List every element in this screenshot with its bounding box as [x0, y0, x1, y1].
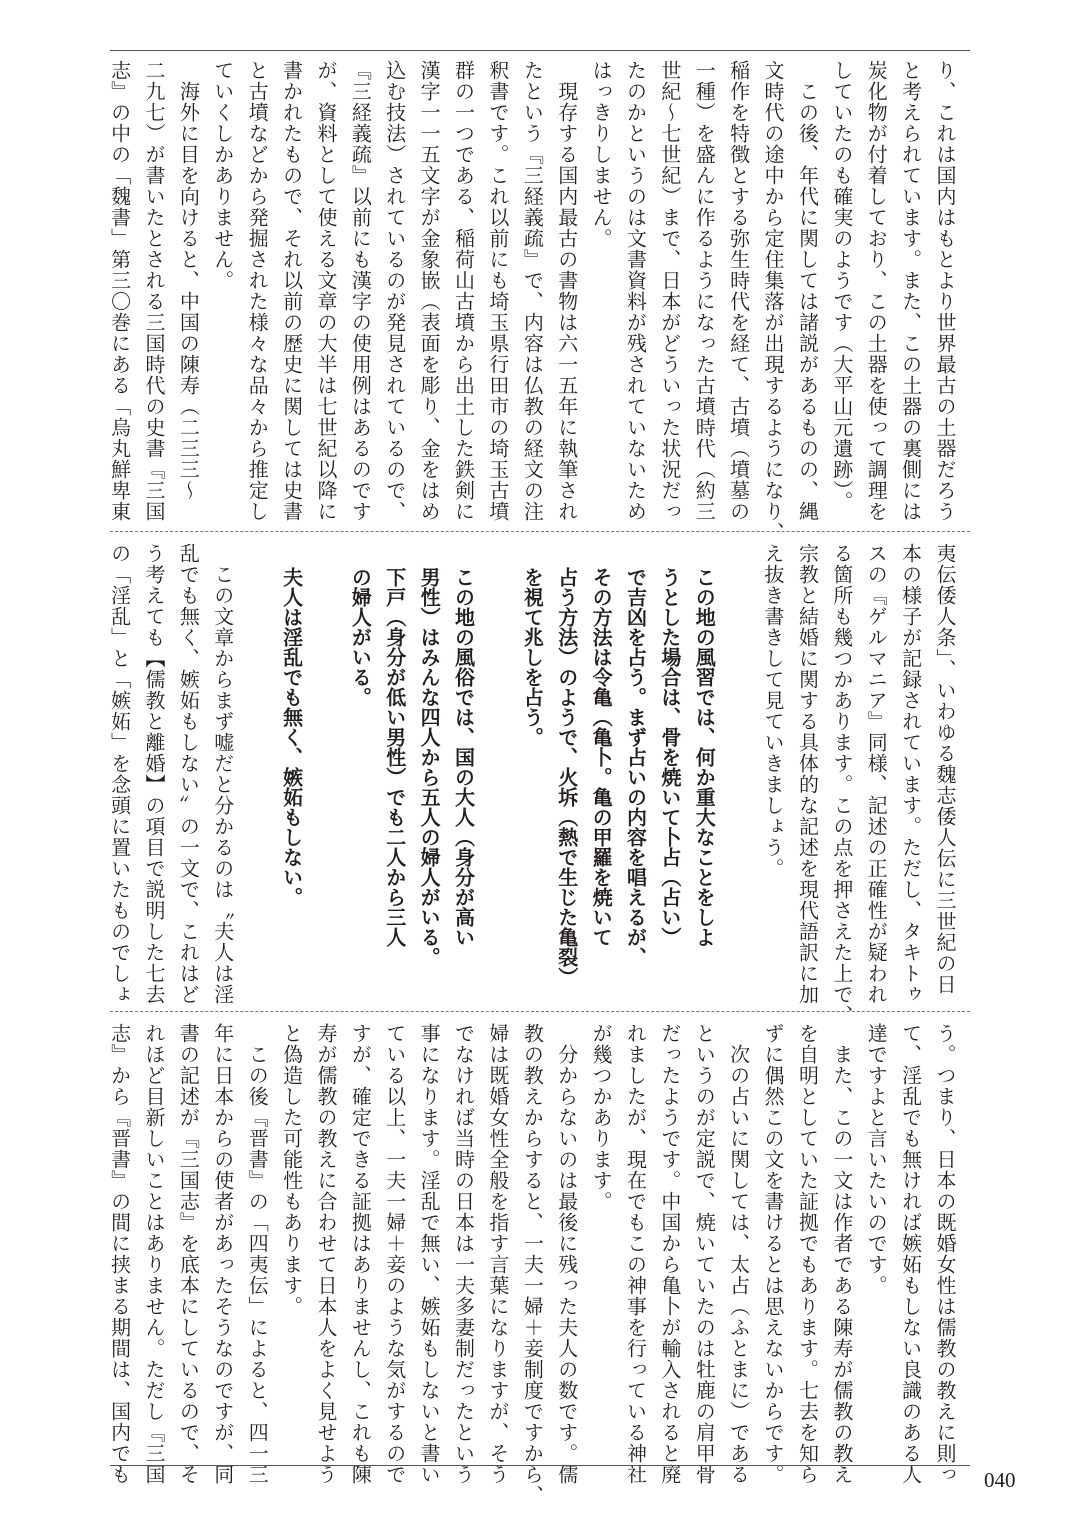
text-line: 一種）を盛んに作るようになった古墳時代（約三: [692, 60, 717, 522]
text-line: と偽造した可能性もあります。: [279, 1023, 304, 1317]
text-line: この後『晋書』の「四夷伝」によると、四一三: [245, 1023, 270, 1485]
text-line: が幾つかあります。: [589, 1023, 614, 1212]
top-rule: [110, 50, 970, 51]
text-line: が、資料として使える文章の大半は七世紀以降に: [313, 60, 338, 522]
quote-line: うとした場合は、骨を焼いて卜占（占い）: [657, 567, 682, 947]
text-line: れましたが、現在でもこの神事を行っている神社: [623, 1023, 648, 1485]
text-line: はっきりしません。: [589, 60, 614, 249]
text-line: の「淫乱」と「嫉妬」を念頭に置いたものでしょ: [107, 543, 132, 1005]
text-line: 乱でも無く、嫉妬もしない〟の一文で、これはど: [176, 543, 201, 1005]
tier-divider: [110, 531, 970, 532]
text-line: う考えても【儒教と離婚】の項目で説明した七去: [142, 543, 167, 1005]
text-line: というのが定説で、焼いていたのは牡鹿の肩甲骨: [692, 1023, 717, 1485]
text-line: また、この一文は作者である陳寿が儒教の教え: [829, 1023, 854, 1485]
tier-divider: [110, 1011, 970, 1012]
text-line: 海外に目を向けると、中国の陳寿（二三三〜: [176, 60, 201, 501]
blank-line: [481, 543, 515, 1013]
tier-top: [102, 60, 962, 543]
quote-line: 下戸（身分が低い男性）でも二人から三人: [382, 567, 407, 947]
text-line: 志』から『晋書』の間に挟まる期間は、国内でも: [107, 1023, 132, 1485]
text-line: 年に日本からの使者があったそうなのですが、同: [210, 1023, 235, 1485]
quote-line: 男性）はみんな四人から五人の婦人がいる。: [417, 567, 442, 967]
quote-line: その方法は令亀（亀卜。亀の甲羅を焼いて: [589, 567, 614, 947]
text-line: 書の記述が『三国志』を底本にしているので、そ: [176, 1023, 201, 1485]
text-line: ていくしかありません。: [210, 60, 235, 291]
text-line: たという『三経義疏』で、内容は仏教の経文の注: [520, 60, 545, 522]
text-line: 釈書です。これ以前にも埼玉県行田市の埼玉古墳: [485, 60, 510, 522]
text-line: 次の占いに関しては、太占（ふとまに）である: [726, 1023, 751, 1485]
text-line: 稲作を特徴とする弥生時代を経て、古墳（墳墓の: [726, 60, 751, 522]
tier-bottom: [102, 1023, 962, 1506]
text-line: していたのも確実のようです（大平山元遺跡）。: [829, 60, 854, 512]
bottom-rule: [110, 1465, 970, 1466]
text-line: と古墳などから発掘された様々な品々から推定し: [245, 60, 270, 522]
text-line: 現存する国内最古の書物は六一五年に執筆され: [554, 60, 579, 522]
text-line: 婦は既婚女性全般を指す言葉になりますが、そう: [485, 1023, 510, 1485]
text-line: 本の様子が記録されています。ただし、タキトゥ: [898, 543, 923, 1005]
text-line: え抜き書きして見ていきましょう。: [761, 543, 786, 879]
quote-line: の婦人がいる。: [348, 567, 373, 707]
page-number: 040: [984, 1468, 1016, 1492]
text-line: スの『ゲルマニア』同様、記述の正確性が疑われ: [864, 543, 889, 1005]
text-line: 事になります。淫乱で無い、嫉妬もしないと書い: [417, 1023, 442, 1485]
text-line: 寿が儒教の教えに合わせて日本人をよく見せよう: [313, 1023, 338, 1485]
text-line: 教の教えからすると、一夫一婦＋妾制度ですから、: [520, 1023, 545, 1506]
text-line: ずに偶然この文を書けるとは思えないからです。: [761, 1023, 786, 1485]
blank-line: [240, 543, 274, 1013]
text-line: 群の一つである、稲荷山古墳から出土した鉄剣に: [451, 60, 476, 522]
text-line: 『三経義疏』以前にも漢字の使用例はあるのです: [348, 60, 373, 522]
text-line: と考えられています。また、この土器の裏側には: [898, 60, 923, 522]
quote-line: 夫人は淫乱でも無く、嫉妬もしない。: [279, 567, 304, 907]
text-line: う。つまり、日本の既婚女性は儒教の教えに則っ: [933, 1023, 957, 1485]
tier-middle: [102, 543, 962, 1026]
text-line: 二九七）が書いたとされる三国時代の史書『三国: [142, 60, 167, 522]
text-line: たのかというのは文書資料が残されていないため: [623, 60, 648, 522]
text-line: ている以上、一夫一婦＋妾のような気がするので: [382, 1023, 407, 1485]
text-line: て、淫乱でも無ければ嫉妬もしない良識のある人: [898, 1023, 923, 1485]
text-line: 世紀〜七世紀）まで、日本がどういった状況だっ: [657, 60, 682, 522]
blank-line: [721, 543, 755, 1013]
text-line: を自明としていた証拠でもあります。七去を知ら: [795, 1023, 820, 1485]
text-line: すが、確定できる証拠はありませんし、これも陳: [348, 1023, 373, 1485]
text-line: る箇所も幾つかあります。この点を押さえた上で、: [829, 543, 854, 1026]
blank-line: [309, 543, 343, 1013]
quote-line: で吉凶を占う。まず占いの内容を唱えるが、: [623, 567, 648, 967]
text-line: り、これは国内はもとより世界最古の土器だろう: [933, 60, 957, 522]
text-line: この後、年代に関しては諸説があるものの、縄: [795, 60, 820, 522]
text-line: 宗教と結婚に関する具体的な記述を現代語訳に加: [795, 543, 820, 1005]
quote-line: を視て兆しを占う。: [520, 567, 545, 747]
text-line: でなければ当時の日本は一夫多妻制だったという: [451, 1023, 476, 1485]
quote-line: この地の風習では、何か重大なことをしよ: [692, 567, 717, 947]
text-line: 漢字一一五文字が金象嵌（表面を彫り、金をはめ: [417, 60, 442, 522]
text-line: 文時代の途中から定住集落が出現するようになり、: [761, 60, 786, 543]
quote-line: この地の風俗では、国の大人（身分が高い: [451, 567, 476, 947]
text-line: 夷伝倭人条」、いわゆる魏志倭人伝に三世紀の日: [933, 543, 957, 995]
text-line: だったようです。中国から亀卜が輸入されると廃: [657, 1023, 682, 1485]
text-line: 炭化物が付着しており、この土器を使って調理を: [864, 60, 889, 522]
quote-line: 占う方法）のようで、火坼（熱で生じた亀裂）: [554, 567, 579, 987]
text-line: 込む技法）されているのが発見されているので、: [382, 60, 407, 522]
text-line: 達ですよと言いたいのです。: [864, 1023, 889, 1296]
text-line: 志』の中の「魏書」第三〇巻にある「烏丸鮮卑東: [107, 60, 132, 522]
text-line: 書かれたもので、それ以前の歴史に関しては史書: [279, 60, 304, 522]
text-line: この文章からまず嘘だと分かるのは〝夫人は淫: [210, 543, 235, 1005]
text-line: 分からないのは最後に残った夫人の数です。儒: [554, 1023, 579, 1485]
text-line: れほど目新しいことはありません。ただし『三国: [142, 1023, 167, 1485]
